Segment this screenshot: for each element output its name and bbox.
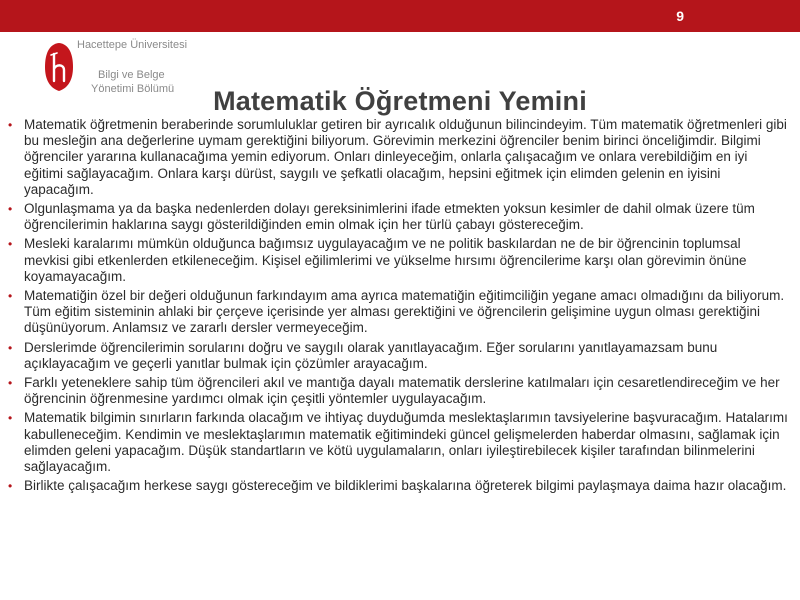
bullet-icon: • bbox=[8, 376, 13, 391]
list-item bbox=[8, 410, 788, 475]
list-item bbox=[8, 288, 788, 337]
slide-title: Matematik Öğretmeni Yemini bbox=[213, 86, 587, 116]
hacettepe-logo-icon bbox=[42, 42, 76, 92]
bullet-icon: • bbox=[8, 479, 13, 494]
list-item-text: Olgunlaşmama ya da başka nedenlerden dolayı gereksinimlerini ifade etmekten yoksun kesimler de dahil olmak üzere tüm öğrencilerimin haklarına saygı gösterildiğinden emin olmak için her türlü çabayı göstereceğim. bbox=[24, 201, 755, 233]
bullet-icon: • bbox=[8, 202, 13, 217]
department-line-2: Yönetimi Bölümü bbox=[91, 83, 175, 95]
list-item-text: Matematik bilgimin sınırların farkında olacağım ve ihtiyaç duyduğumda meslektaşlarımın tavsiyelerine başvuracağım. Hatalarımı kabulleneceğim. Kendimin ve meslektaşlarımın matematik eğitimindeki güncel gelişmelerden haberdar olmasını, sağlamak için elimden geleni yapacağım. Düşük standartların ve kötü uygulamaların, onları iyileştirebilecek kişiler tarafından bilinmelerini sağlayacağım. bbox=[24, 410, 788, 475]
top-bar bbox=[0, 0, 800, 32]
list-item-text: Birlikte çalışacağım herkese saygı göstereceğim ve bildiklerimi başkalarına öğreterek bilgimi paylaşmaya daima hazır olacağım. bbox=[24, 478, 787, 494]
bullet-icon: • bbox=[8, 237, 13, 252]
list-item-text: Matematiğin özel bir değeri olduğunun farkındayım ama ayrıca matematiğin eğitimciliğin yegane amacı olmadığını da biliyorum. Tüm eğitim sisteminin ahlaki bir çerçeve içerisinde yer alması gerektiğini ve öğrencilerin gelişimine uygun olması gerektiğini düşünüyorum. Anlamsız ve zararlı dersler vermeyeceğim. bbox=[24, 288, 785, 336]
list-item bbox=[8, 340, 788, 372]
list-item-text: Matematik öğretmenin beraberinde sorumluluklar getiren bir ayrıcalık olduğunun bilincindeyim. Tüm matematik öğretmenleri gibi bu mesleğin ana değerlerine uymam gerektiğini biliyorum. Görevimin merkezini öğrenciler benim birinci önceliğimdir. Bilgimi öğrenciler yararına kullanacağıma yemin ediyorum. Onları dinleyeceğim, onlarla çalışacağım ve onlara verebildiğim en iyi eğitimi sağlayacağım. Onlara karşı dürüst, saygılı ve şefkatli olacağım, hepsini eğitmek için elimden gelenin en iyisini yapacağım. bbox=[24, 117, 787, 197]
list-item bbox=[8, 375, 788, 407]
list-item-text: Derslerimde öğrencilerimin sorularını doğru ve saygılı olarak yanıtlayacağım. Eğer sorularını yanıtlayamazsam bunu açıklayacağım ve geçerli yanıtlar bulmak için çözümler arayacağım. bbox=[24, 339, 718, 371]
list-item bbox=[8, 236, 788, 285]
bullet-icon: • bbox=[8, 411, 13, 426]
bullet-icon: • bbox=[8, 118, 13, 132]
bullet-icon: • bbox=[8, 340, 13, 355]
list-item bbox=[8, 117, 788, 198]
bullet-icon: • bbox=[8, 289, 13, 304]
oath-list bbox=[8, 117, 788, 497]
list-item-text: Mesleki karalarımı mümkün olduğunca bağımsız uygulayacağım ve ne politik baskılardan ne de bir öğrencinin toplumsal mevkisi gibi etkenlerden etkileneceğim. Kişisel eğilimlerimi ve yükselme hırsımı öğrencilerime karşı olan görevimin önüne koyamayacağım. bbox=[24, 236, 747, 284]
slide-number: 9 bbox=[676, 8, 684, 24]
list-item-text: Farklı yeteneklere sahip tüm öğrencileri akıl ve mantığa dayalı matematik derslerine katılmaları için cesaretlendireceğim ve her öğrencinin öğrenmesine yardımcı olmak için çeşitli yöntemler uygulayacağım. bbox=[24, 375, 780, 407]
university-name: Hacettepe Üniversitesi bbox=[77, 39, 188, 51]
list-item bbox=[8, 201, 788, 233]
department-line-1: Bilgi ve Belge bbox=[98, 69, 165, 81]
list-item bbox=[8, 478, 788, 494]
